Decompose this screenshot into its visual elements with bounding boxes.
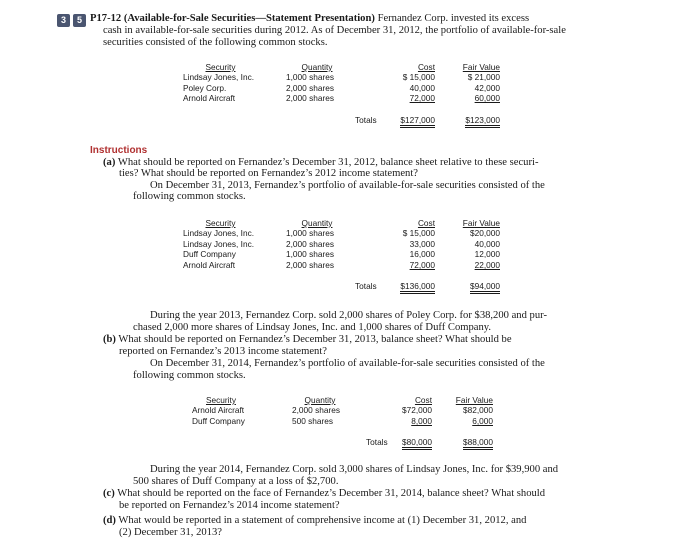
table-cell: 2,000 shares [286,82,334,93]
table-cell: 2,000 shares [286,259,334,270]
table-cell: $ 15,000 [402,228,435,239]
problem-line-2: cash in available-for-sale securities during 2012. As of December 31, 2012, the portfolio of available-for-sale [103,25,566,36]
portfolio-table-2014 [192,395,502,450]
total-cost: $80,000 [402,438,432,450]
question-a-line-4: following common stocks. [133,191,246,202]
portfolio-table-2012 [183,62,503,132]
total-fair-value: $94,000 [470,282,500,294]
question-c [103,488,545,499]
para-2014-line-2: 500 shares of Duff Company at a loss of $2,700. [133,476,339,487]
col-header-cost: Cost [417,62,435,72]
total-fair-value: $123,000 [465,116,500,128]
table-cell: 8,000 [411,415,432,426]
question-a-line-1: What should be reported on Fernandez’s December 31, 2012, balance sheet relative to these securi- [117,157,539,168]
table-cell: 2,000 shares [286,93,334,104]
table-cell: 33,000 [409,238,435,249]
total-cost: $136,000 [400,282,435,294]
table-cell: 500 shares [292,415,334,426]
table-cell: 6,000 [472,415,493,426]
question-d [103,515,526,526]
table-cell: Lindsay Jones, Inc. [183,72,255,83]
table-cell: 12,000 [474,249,500,260]
col-header-security: Security [205,218,236,228]
col-header-fair-value: Fair Value [455,395,493,405]
table-cell: 22,000 [474,259,500,270]
table-cell: Duff Company [192,415,245,426]
table-cell: 42,000 [474,82,500,93]
total-fair-value: $88,000 [463,438,493,450]
table-cell: 2,000 shares [286,238,334,249]
question-b [103,334,512,345]
col-header-security: Security [205,62,236,72]
table-cell: Lindsay Jones, Inc. [183,228,255,239]
col-header-quantity: Quantity [301,62,333,72]
question-b-line-1: What should be reported on Fernandez’s December 31, 2013, balance sheet? What should be [118,334,512,345]
question-a-line-3: On December 31, 2013, Fernandez’s portfolio of available-for-sale securities consisted of the [150,180,545,191]
col-header-fair-value: Fair Value [462,62,500,72]
table-cell: 1,000 shares [286,249,334,260]
question-a-line-2: ties? What should be reported on Fernandez’s 2012 income statement? [119,168,418,179]
col-header-cost: Cost [417,218,435,228]
problem-line-3: securities consisted of the following common stocks. [103,37,328,48]
table-cell: Arnold Aircraft [183,259,236,270]
table-cell: 40,000 [474,238,500,249]
table-cell: $20,000 [470,228,500,239]
para-2013-line-2: chased 2,000 more shares of Lindsay Jones, Inc. and 1,000 shares of Duff Company. [133,322,492,333]
chapter-badge-3: 3 [57,14,70,27]
table-cell: 40,000 [409,82,435,93]
table-cell: $82,000 [463,405,493,416]
total-cost: $127,000 [400,116,435,128]
portfolio-table-2013 [183,218,503,298]
table-cell: 72,000 [409,259,435,270]
question-c-line-2: be reported on Fernandez’s 2014 income statement? [119,500,340,511]
question-b-label: (b) [103,334,116,345]
question-c-label: (c) [103,488,115,499]
question-d-label: (d) [103,515,116,526]
table-cell: 2,000 shares [292,405,340,416]
table-cell: Poley Corp. [183,82,227,93]
col-header-quantity: Quantity [301,218,333,228]
question-b-line-2: reported on Fernandez’s 2013 income statement? [119,346,327,357]
question-a-label: (a) [103,157,116,168]
col-header-fair-value: Fair Value [462,218,500,228]
totals-label: Totals [366,437,388,447]
chapter-badge-5: 5 [73,14,86,27]
table-cell: 72,000 [409,93,435,104]
question-a [103,157,538,168]
table-cell: 1,000 shares [286,228,334,239]
problem-number: P17-12 [90,13,122,24]
question-d-line-1: What would be reported in a statement of comprehensive income at (1) December 31, 2012, and [118,515,527,526]
question-b-line-4: following common stocks. [133,370,246,381]
col-header-cost: Cost [414,395,432,405]
totals-label: Totals [355,281,377,291]
question-b-line-3: On December 31, 2014, Fernandez’s portfolio of available-for-sale securities consisted of the [150,358,545,369]
table-cell: Arnold Aircraft [192,405,245,416]
table-cell: 1,000 shares [286,72,334,83]
col-header-security: Security [206,395,236,405]
problem-heading [90,13,680,24]
table-cell: Duff Company [183,249,236,260]
totals-label: Totals [355,115,377,125]
question-d-line-2: (2) December 31, 2013? [119,527,222,538]
table-cell: $72,000 [402,405,432,416]
table-cell: 16,000 [409,249,435,260]
table-cell: Lindsay Jones, Inc. [183,238,255,249]
problem-line-1: Fernandez Corp. invested its excess [377,13,530,24]
para-2013-line-1: During the year 2013, Fernandez Corp. sold 2,000 shares of Poley Corp. for $38,200 and pur- [150,310,547,321]
para-2014-line-1: During the year 2014, Fernandez Corp. sold 3,000 shares of Lindsay Jones, Inc. for $39,900 and [150,464,559,475]
col-header-quantity: Quantity [304,395,336,405]
table-cell: 60,000 [474,93,500,104]
instructions-heading: Instructions [90,145,148,156]
table-cell: $ 15,000 [402,72,435,83]
table-cell: $ 21,000 [467,72,500,83]
problem-title: (Available-for-Sale Securities—Statement Presentation) [123,13,375,24]
question-c-line-1: What should be reported on the face of Fernandez’s December 31, 2014, balance sheet? What should [117,488,546,499]
table-cell: Arnold Aircraft [183,93,236,104]
